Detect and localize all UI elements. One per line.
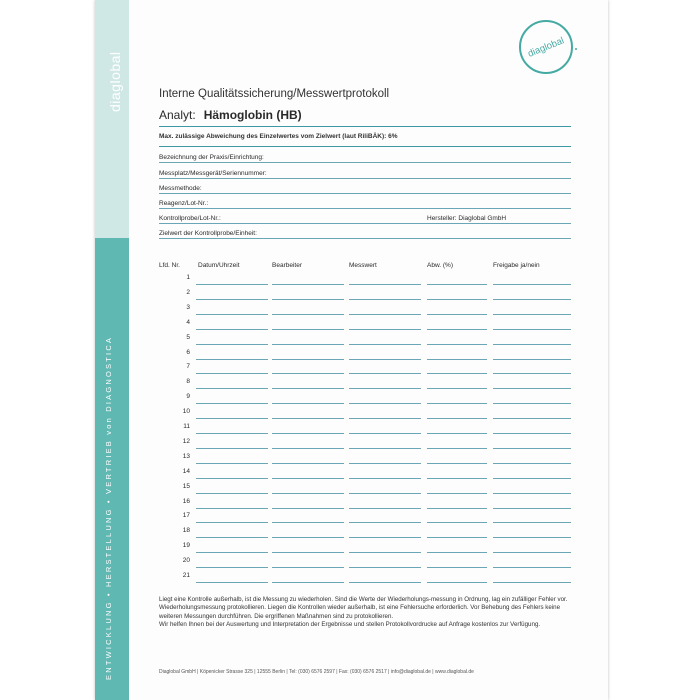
entry-line[interactable] [196,373,268,374]
row-number: 15 [182,482,190,490]
entry-line[interactable] [196,314,268,315]
entry-line[interactable] [196,359,268,360]
entry-line[interactable] [196,418,268,419]
diaglobal-logo [519,20,573,74]
entry-line[interactable] [349,448,421,449]
table-row [159,451,571,466]
entry-line[interactable] [493,403,571,404]
entry-line[interactable] [427,299,487,300]
table-row [159,496,571,511]
field-label: Messplatz/Messgerät/Seriennummer: [159,170,267,177]
entry-line[interactable] [493,522,571,523]
logo-dot [575,48,577,50]
entry-line[interactable] [272,478,344,479]
table-row [159,361,571,376]
entry-line[interactable] [493,418,571,419]
entry-line[interactable] [349,344,421,345]
side-logo-text: diaglobal [107,51,123,112]
entry-line[interactable] [272,388,344,389]
row-number: 1 [186,274,190,281]
entry-line[interactable] [427,552,487,553]
table-row [159,272,571,287]
entry-line[interactable] [349,314,421,315]
entry-line[interactable] [427,448,487,449]
field-reagent[interactable] [159,197,571,209]
entry-line[interactable] [272,373,344,374]
entry-line[interactable] [196,448,268,449]
instructions-paragraph: Wir helfen Ihnen bei der Auswertung und Interpretation der Ergebnisse und stellen Protokollvordrucke auf Anfrage kostenlos zur Verfügung. [159,621,541,629]
row-number: 10 [182,408,190,416]
table-row [159,436,571,451]
entry-line[interactable] [272,537,344,538]
subtitle-divider [159,146,571,147]
table-row [159,347,571,362]
side-band-light [95,0,129,238]
field-target-value[interactable] [159,227,571,239]
table-row [159,391,571,406]
field-label: Kontrollprobe/Lot-Nr.: [159,215,221,222]
entry-line[interactable] [272,403,344,404]
table-row [159,525,571,540]
entry-line[interactable] [349,567,421,568]
entry-line[interactable] [349,493,421,494]
col-header-date: Datum/Uhrzeit [198,262,240,269]
analyt-value: Hämoglobin (HB) [203,108,302,122]
entry-line[interactable] [272,463,344,464]
entry-line[interactable] [493,388,571,389]
entry-line[interactable] [272,552,344,553]
field-label: Bezeichnung der Praxis/Einrichtung: [159,154,264,161]
entry-line[interactable] [427,478,487,479]
entry-line[interactable] [349,433,421,434]
entry-line[interactable] [272,582,344,583]
entry-line[interactable] [427,567,487,568]
logo-text: diaglobal [526,34,566,60]
analyt-line [159,108,302,122]
instructions-paragraph: Liegt eine Kontrolle außerhalb, ist die Messung zu wiederholen. Sind die Werte der Wiederholungs-messung in Ordnung, lag ein zufälliger Fehler vor. Wiederholungsmessung protokollieren. Liegen die Kontrollen wieder außerhalb, ist eine Fehlersuche erforderlich. Vor Behebung des Fehlers keine weiteren Messungen durchführen. Die ergriffenen Maßnahmen sind zu protokollieren. [159,596,568,620]
entry-line[interactable] [493,284,571,285]
entry-line[interactable] [272,359,344,360]
entry-line[interactable] [427,359,487,360]
entry-line[interactable] [349,582,421,583]
entry-line[interactable] [196,478,268,479]
company-address: Diaglobal GmbH | Köpenicker Strasse 325 | 12555 Berlin | Tel: (030) 6576 2597 | Fax: (030) 6576 2517 | info@diaglobal.de | www.diaglobal.de [159,669,474,675]
entry-line[interactable] [349,373,421,374]
entry-line[interactable] [493,433,571,434]
entry-line[interactable] [196,403,268,404]
entry-line[interactable] [427,373,487,374]
entry-line[interactable] [349,299,421,300]
col-header-operator: Bearbeiter [272,262,302,269]
field-label: Messmethode: [159,185,202,192]
instructions [159,596,579,630]
entry-line[interactable] [349,478,421,479]
entry-line[interactable] [349,522,421,523]
entry-line[interactable] [427,388,487,389]
row-number: 6 [186,348,190,356]
entry-line[interactable] [196,329,268,330]
entry-line[interactable] [493,552,571,553]
table-row [159,302,571,317]
entry-line[interactable] [349,284,421,285]
entry-line[interactable] [272,522,344,523]
entry-line[interactable] [493,299,571,300]
side-slogan: ENTWICKLUNG • HERSTELLUNG • VERTRIEB von DIAGNOSTICA [104,335,113,680]
entry-line[interactable] [349,552,421,553]
entry-line[interactable] [493,508,571,509]
entry-line[interactable] [272,344,344,345]
entry-line[interactable] [196,567,268,568]
row-number: 20 [182,557,190,565]
entry-line[interactable] [427,537,487,538]
entry-line[interactable] [493,463,571,464]
entry-line[interactable] [196,537,268,538]
col-header-release: Freigabe ja/nein [493,262,540,269]
entry-line[interactable] [349,329,421,330]
entry-line[interactable] [349,403,421,404]
row-number: 19 [182,542,190,550]
entry-line[interactable] [427,314,487,315]
manufacturer-label: Hersteller: Diaglobal GmbH [427,215,507,222]
entry-line[interactable] [427,284,487,285]
entry-line[interactable] [427,403,487,404]
entry-line[interactable] [427,493,487,494]
table-row [159,406,571,421]
table-row [159,287,571,302]
row-number: 11 [183,423,190,430]
entry-line[interactable] [272,567,344,568]
row-number: 16 [182,497,190,505]
entry-line[interactable] [196,463,268,464]
field-device[interactable] [159,167,571,179]
entry-line[interactable] [349,508,421,509]
row-number: 2 [186,288,190,296]
entry-line[interactable] [196,522,268,523]
entry-line[interactable] [493,344,571,345]
table-row [159,555,571,570]
table-row [159,510,571,525]
entry-line[interactable] [493,493,571,494]
max-deviation-note: Max. zulässige Abweichung des Einzelwertes vom Zielwert (laut RiliBÄK): 6% [159,133,398,140]
entry-line[interactable] [196,508,268,509]
entry-line[interactable] [493,314,571,315]
entry-line[interactable] [493,448,571,449]
entry-line[interactable] [493,537,571,538]
protocol-sheet [95,0,608,700]
entry-line[interactable] [272,493,344,494]
entry-line[interactable] [272,314,344,315]
field-label: Reagenz/Lot-Nr.: [159,200,209,207]
entry-line[interactable] [427,329,487,330]
entry-line[interactable] [272,433,344,434]
entry-line[interactable] [427,344,487,345]
entry-line[interactable] [272,284,344,285]
entry-line[interactable] [493,582,571,583]
table-row [159,332,571,347]
row-number: 14 [182,467,190,475]
entry-line[interactable] [196,284,268,285]
field-method[interactable] [159,182,571,194]
entry-line[interactable] [427,418,487,419]
entry-line[interactable] [427,433,487,434]
entry-line[interactable] [196,299,268,300]
entry-line[interactable] [196,493,268,494]
table-row [159,376,571,391]
row-number: 4 [186,318,190,326]
col-header-number: Lfd. Nr. [159,262,180,269]
row-number: 18 [182,527,190,535]
entry-line[interactable] [272,329,344,330]
analyt-label: Analyt: [159,108,196,122]
field-facility[interactable] [159,151,571,163]
entry-line[interactable] [493,567,571,568]
row-number: 3 [186,303,190,311]
entry-line[interactable] [493,478,571,479]
entry-line[interactable] [427,508,487,509]
table-row [159,466,571,481]
row-number: 13 [182,452,190,460]
entry-line[interactable] [196,582,268,583]
entry-line[interactable] [349,537,421,538]
field-label: Zielwert der Kontrollprobe/Einheit: [159,230,257,237]
entry-line[interactable] [493,359,571,360]
table-row [159,481,571,496]
row-number: 17 [182,512,190,520]
entry-line[interactable] [427,522,487,523]
title-divider [159,126,571,127]
entry-line[interactable] [196,344,268,345]
row-number: 8 [186,378,190,386]
document-title: Interne Qualitätssicherung/Messwertprotokoll [159,88,390,100]
row-number: 12 [182,437,190,445]
row-number: 21 [182,572,190,579]
entry-line[interactable] [493,373,571,374]
row-number: 7 [186,363,190,371]
entry-line[interactable] [272,418,344,419]
entry-line[interactable] [272,299,344,300]
table-row [159,421,571,436]
entry-line[interactable] [349,359,421,360]
col-header-value: Messwert [349,262,377,269]
entry-line[interactable] [272,448,344,449]
row-number: 5 [186,333,190,341]
entry-line[interactable] [427,463,487,464]
field-control-sample[interactable] [159,212,571,224]
col-header-deviation: Abw. (%) [427,262,454,269]
row-number: 9 [186,393,190,401]
table-row [159,570,571,585]
entry-line[interactable] [349,463,421,464]
entry-line[interactable] [196,552,268,553]
entry-line[interactable] [349,418,421,419]
table-row [159,540,571,555]
entry-line[interactable] [493,329,571,330]
entry-line[interactable] [272,508,344,509]
entry-line[interactable] [349,388,421,389]
table-row [159,317,571,332]
entry-line[interactable] [427,582,487,583]
entry-line[interactable] [196,388,268,389]
entry-line[interactable] [196,433,268,434]
